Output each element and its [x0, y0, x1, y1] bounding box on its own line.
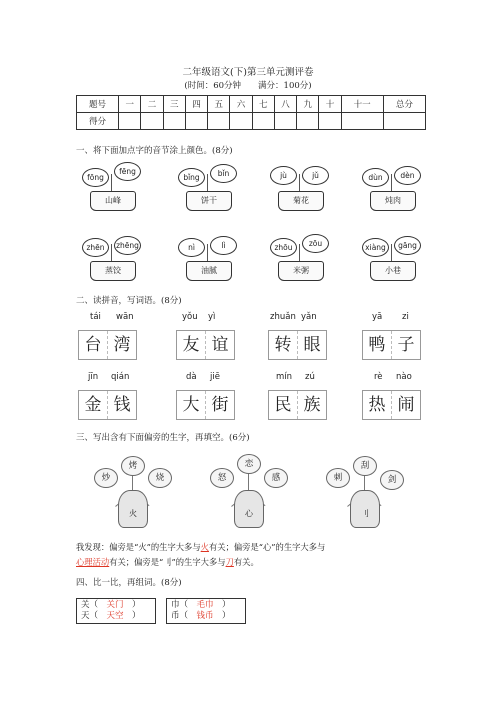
char-grid: [176, 390, 235, 420]
flower-pot: [270, 230, 330, 284]
pinyin-option[interactable]: jù: [270, 166, 297, 185]
score-input-cell[interactable]: [230, 113, 252, 130]
score-input-cell[interactable]: [208, 113, 230, 130]
score-value-row: [77, 113, 426, 130]
pinyin-option[interactable]: zhōu: [270, 238, 297, 257]
answer-blank[interactable]: 火: [200, 542, 209, 552]
pinyin-option[interactable]: zhēng: [114, 236, 141, 255]
score-input-cell[interactable]: [119, 113, 141, 130]
char-cell[interactable]: 闹: [397, 395, 415, 415]
char-grid: [268, 390, 327, 420]
word-pot: 米粥: [278, 261, 324, 281]
word-pot: 油腻: [186, 261, 232, 281]
paragraph-text: 有关；偏旁是“刂”的生字大多与: [109, 557, 226, 567]
section2-heading: 二、读拼音，写词语。(8分): [76, 296, 182, 306]
pinyin-option[interactable]: fōng: [82, 168, 109, 187]
flower-pot: [178, 160, 238, 214]
radical-flower[interactable]: 恋: [237, 454, 261, 474]
char-cell[interactable]: 眼: [303, 335, 321, 355]
pinyin-option[interactable]: jǔ: [302, 166, 329, 185]
paragraph-text: 有关；偏旁是“心”的生字大多与: [208, 542, 326, 552]
compare-char: 巾: [171, 600, 180, 610]
radical-vase: [324, 450, 404, 528]
pinyin-label: jīn: [88, 372, 99, 382]
score-header-cell: 五: [208, 96, 230, 113]
pinyin-option[interactable]: zhēn: [82, 238, 109, 257]
vase-radical: 火: [118, 490, 148, 528]
char-cell[interactable]: 民: [269, 391, 298, 419]
answer-word[interactable]: 钱币: [196, 611, 214, 621]
char-cell[interactable]: 台: [79, 331, 108, 359]
pinyin-label: yǎn: [301, 312, 317, 322]
score-input-cell[interactable]: [141, 113, 163, 130]
pinyin-label: yā: [372, 312, 383, 322]
score-input-cell[interactable]: [185, 113, 207, 130]
pinyin-option[interactable]: xiàng: [362, 238, 389, 257]
page-subtitle: (时间：60分钟 满分：100分): [184, 81, 312, 91]
flower-pot: [270, 160, 330, 214]
radical-flower[interactable]: 剑: [380, 470, 404, 490]
score-header-cell: 三: [163, 96, 185, 113]
score-input-cell[interactable]: [341, 113, 383, 130]
answer-blank[interactable]: 刀: [225, 557, 234, 567]
char-grid: [78, 390, 137, 420]
pinyin-option[interactable]: bǐn: [210, 164, 237, 183]
char-cell[interactable]: 金: [79, 391, 108, 419]
radical-flower[interactable]: 炒: [94, 468, 118, 488]
pinyin-label: yì: [208, 312, 216, 322]
char-cell[interactable]: 转: [269, 331, 298, 359]
score-header-cell: 总分: [383, 96, 425, 113]
score-input-cell[interactable]: [319, 113, 341, 130]
char-cell[interactable]: 族: [303, 395, 321, 415]
answer-blank[interactable]: 心理活动: [76, 557, 110, 567]
word-pot: 蒸饺: [90, 261, 136, 281]
char-cell[interactable]: 热: [363, 391, 392, 419]
pinyin-label: qián: [111, 372, 130, 382]
score-header-cell: 八: [274, 96, 296, 113]
pinyin-label: rè: [374, 372, 383, 382]
score-header-cell: 四: [185, 96, 207, 113]
char-cell[interactable]: 鸭: [363, 331, 392, 359]
pinyin-label: zhuǎn: [270, 312, 296, 322]
radical-vase: [208, 450, 288, 528]
pinyin-option[interactable]: dùn: [362, 168, 389, 187]
char-grid: [362, 330, 421, 360]
radical-flower[interactable]: 感: [264, 468, 288, 488]
score-input-cell[interactable]: [383, 113, 425, 130]
score-input-cell[interactable]: [274, 113, 296, 130]
word-pot: 小巷: [370, 261, 416, 281]
flower-pot: [362, 160, 422, 214]
char-cell[interactable]: 钱: [113, 395, 131, 415]
word-pot: 山峰: [90, 191, 136, 211]
word-pot: 菊花: [278, 191, 324, 211]
radical-flower[interactable]: 刮: [353, 456, 377, 476]
flower-pot: [178, 230, 238, 284]
radical-vase: [92, 450, 172, 528]
pinyin-label: wān: [116, 312, 134, 322]
score-header-cell: 一: [119, 96, 141, 113]
flower-pot: [82, 230, 142, 284]
score-header-cell: 七: [252, 96, 274, 113]
radical-flower[interactable]: 烤: [121, 456, 145, 476]
radical-flower[interactable]: 刺: [326, 468, 350, 488]
score-header-cell: 十: [319, 96, 341, 113]
char-grid: [268, 330, 327, 360]
char-cell[interactable]: 谊: [211, 335, 229, 355]
word-pot: 炖肉: [370, 191, 416, 211]
char-grid: [176, 330, 235, 360]
pinyin-label: dà: [186, 372, 197, 382]
pinyin-option[interactable]: lì: [210, 236, 237, 255]
pinyin-option[interactable]: dèn: [394, 166, 421, 185]
char-cell[interactable]: 街: [211, 395, 229, 415]
score-header-row: [77, 96, 426, 113]
pinyin-option[interactable]: zōu: [302, 234, 329, 253]
pinyin-label: mín: [276, 372, 293, 382]
answer-word[interactable]: 毛巾: [196, 600, 214, 610]
answer-word[interactable]: 关门: [106, 600, 124, 610]
score-header-cell: 二: [141, 96, 163, 113]
score-input-cell[interactable]: [297, 113, 319, 130]
compare-box-left: 关（ 关门 ） 天（ 天空 ）: [76, 598, 156, 624]
char-cell[interactable]: 子: [397, 335, 415, 355]
vase-radical: 刂: [350, 490, 380, 528]
flower-pot: [82, 160, 142, 214]
vase-radical: 心: [234, 490, 264, 528]
score-input-cell[interactable]: [252, 113, 274, 130]
compare-char: 币: [171, 611, 180, 621]
compare-box-right: 巾（ 毛巾 ） 币（ 钱币 ）: [166, 598, 246, 624]
score-header-cell: 题号: [77, 96, 119, 113]
char-grid: [78, 330, 137, 360]
pinyin-label: yǒu: [182, 312, 198, 322]
pinyin-option[interactable]: bǐng: [178, 168, 205, 187]
section1-heading: 一、将下面加点字的音节涂上颜色。(8分): [76, 146, 233, 156]
score-header-cell: 九: [297, 96, 319, 113]
pinyin-label: zi: [402, 312, 409, 322]
char-cell[interactable]: 友: [177, 331, 206, 359]
section4-heading: 四、比一比，再组词。(8分): [76, 578, 182, 588]
score-header-cell: 六: [230, 96, 252, 113]
score-label-cell: 得分: [77, 113, 119, 130]
char-grid: [362, 390, 421, 420]
pinyin-option[interactable]: fēng: [114, 162, 141, 181]
answer-word[interactable]: 天空: [106, 611, 124, 621]
char-cell[interactable]: 大: [177, 391, 206, 419]
fill-in-paragraph: [76, 540, 325, 570]
score-header-cell: 十一: [341, 96, 383, 113]
pinyin-option[interactable]: gāng: [394, 236, 421, 255]
radical-flower[interactable]: 怒: [210, 468, 234, 488]
pinyin-label: nào: [396, 372, 412, 382]
compare-char: 天: [81, 611, 90, 621]
score-input-cell[interactable]: [163, 113, 185, 130]
flower-pot: [362, 230, 422, 284]
char-cell[interactable]: 湾: [113, 335, 131, 355]
word-pot: 饼干: [186, 191, 232, 211]
compare-char: 关: [81, 600, 90, 610]
score-table: [76, 95, 426, 130]
page-title: 二年级语文(下)第三单元测评卷: [182, 67, 314, 78]
pinyin-label: zú: [305, 372, 315, 382]
pinyin-label: tái: [90, 312, 101, 322]
paragraph-text: 有关。: [233, 557, 259, 567]
radical-flower[interactable]: 烧: [148, 468, 172, 488]
section3-heading: 三、写出含有下面偏旁的生字，再填空。(6分): [76, 433, 250, 443]
pinyin-option[interactable]: nì: [178, 238, 205, 257]
paragraph-text: 我发现：偏旁是“火”的生字大多与: [76, 542, 201, 552]
pinyin-label: jiē: [210, 372, 220, 382]
